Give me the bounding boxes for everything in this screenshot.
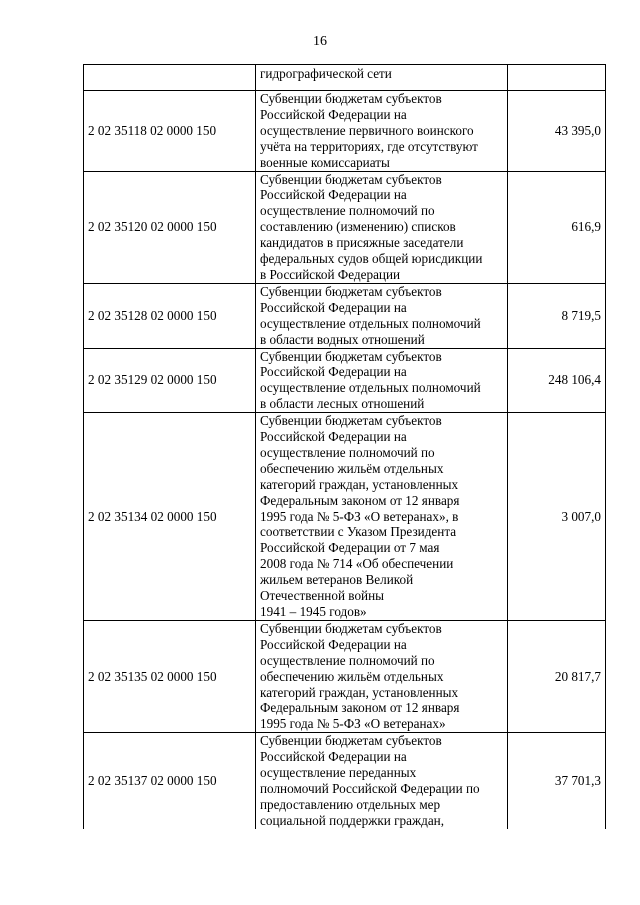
table-row <box>84 283 606 348</box>
table-row <box>84 348 606 413</box>
amount-cell: 248 106,4 <box>508 348 606 413</box>
budget-code-cell: 2 02 35134 02 0000 150 <box>84 413 256 621</box>
budget-code-cell: 2 02 35128 02 0000 150 <box>84 283 256 348</box>
table-row <box>84 733 606 829</box>
income-name-cell: Субвенции бюджетам субъектов Российской Федерации на осуществление полномочий по обеспечению жильём отдельных категорий граждан, установленных Федеральным законом от 12 января 1995 года № 5-ФЗ «О ветеранах», в соответствии с Указом Президента Российской Федерации от 7 мая 2008 года № 714 «Об обеспечении жильем ветеранов Великой Отечественной войны 1941 – 1945 годов» <box>256 413 508 621</box>
amount-cell: 20 817,7 <box>508 620 606 732</box>
page-number: 16 <box>313 34 327 49</box>
amount-cell: 616,9 <box>508 171 606 283</box>
amount-cell: 3 007,0 <box>508 413 606 621</box>
budget-code-cell <box>84 65 256 91</box>
income-name-cell: Субвенции бюджетам субъектов Российской Федерации на осуществление отдельных полномочий в области лесных отношений <box>256 348 508 413</box>
amount-cell: 37 701,3 <box>508 733 606 829</box>
budget-code-cell: 2 02 35137 02 0000 150 <box>84 733 256 829</box>
budget-code-cell: 2 02 35129 02 0000 150 <box>84 348 256 413</box>
amount-cell: 43 395,0 <box>508 91 606 172</box>
income-name-cell: Субвенции бюджетам субъектов Российской Федерации на осуществление отдельных полномочий в области водных отношений <box>256 283 508 348</box>
income-name-cell: гидрографической сети <box>256 65 508 91</box>
table-row <box>84 171 606 283</box>
table-row <box>84 620 606 732</box>
table-row <box>84 413 606 621</box>
budget-code-cell: 2 02 35120 02 0000 150 <box>84 171 256 283</box>
income-name-cell: Субвенции бюджетам субъектов Российской Федерации на осуществление первичного воинского учёта на территориях, где отсутствуют военные комиссариаты <box>256 91 508 172</box>
amount-cell <box>508 65 606 91</box>
income-name-cell: Субвенции бюджетам субъектов Российской Федерации на осуществление полномочий по обеспечению жильём отдельных категорий граждан, установленных Федеральным законом от 12 января 1995 года № 5-ФЗ «О ветеранах» <box>256 620 508 732</box>
income-name-cell: Субвенции бюджетам субъектов Российской Федерации на осуществление полномочий по составлению (изменению) списков кандидатов в присяжные заседатели федеральных судов общей юрисдикции в Российской Федерации <box>256 171 508 283</box>
income-name-cell: Субвенции бюджетам субъектов Российской Федерации на осуществление переданных полномочий Российской Федерации по предоставлению отдельных мер социальной поддержки граждан, <box>256 733 508 829</box>
budget-code-cell: 2 02 35118 02 0000 150 <box>84 91 256 172</box>
amount-cell: 8 719,5 <box>508 283 606 348</box>
budget-table <box>83 64 606 829</box>
budget-code-cell: 2 02 35135 02 0000 150 <box>84 620 256 732</box>
table-row <box>84 65 606 91</box>
table-row <box>84 91 606 172</box>
